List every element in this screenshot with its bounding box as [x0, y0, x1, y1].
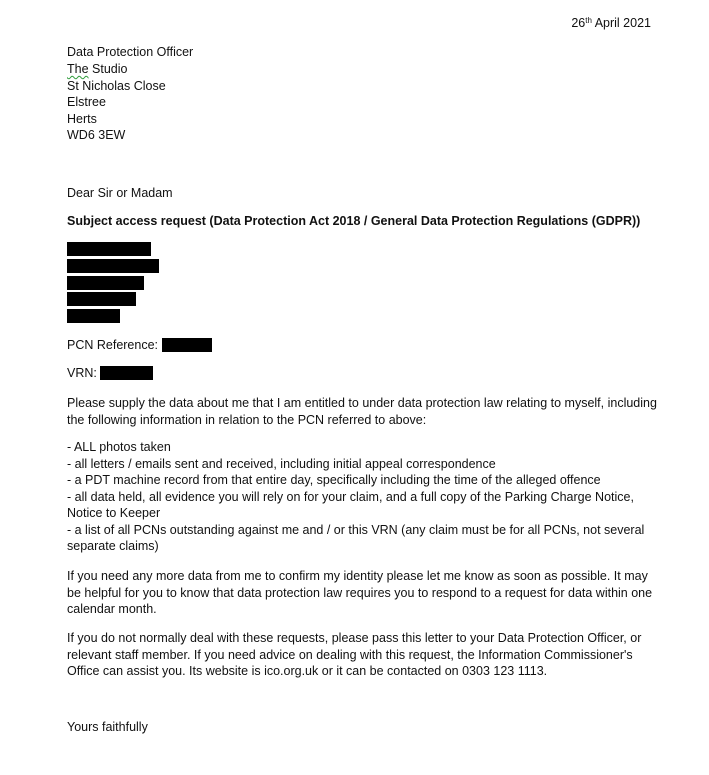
- address-line-1: Data Protection Officer: [67, 45, 194, 59]
- address-line-5: Herts: [67, 112, 97, 126]
- redacted-block: [67, 292, 136, 306]
- address-line-2-rest: Studio: [88, 62, 128, 76]
- redacted-block: [67, 309, 120, 323]
- list-item: - a PDT machine record from that entire day, specifically including the time of the alleged offence: [67, 473, 601, 487]
- redacted-block: [100, 366, 153, 380]
- pcn-reference-label: PCN Reference:: [67, 338, 159, 352]
- date-month-year: April 2021: [591, 16, 651, 30]
- list-item: - ALL photos taken: [67, 440, 171, 454]
- letter-date: [571, 15, 651, 31]
- redacted-block: [67, 259, 159, 273]
- list-item: - all letters / emails sent and received, including initial appeal correspondence: [67, 456, 496, 471]
- date-ordinal: th: [585, 16, 592, 25]
- intro-paragraph: Please supply the data about me that I am entitled to under data protection law relating to myself, including the following information in relation to the PCN referred to above:: [67, 396, 657, 427]
- subject-heading: Subject access request (Data Protection Act 2018 / General Data Protection Regulations (GDPR)): [67, 214, 641, 228]
- requested-items-list: [67, 439, 657, 555]
- vrn-label: VRN:: [67, 366, 97, 380]
- pcn-reference-line: [67, 337, 212, 353]
- advice-paragraph: If you do not normally deal with these requests, please pass this letter to your Data Protection Officer, or relevant staff member. If you need advice on dealing with this request, the Information Commissioner's Office can assist you. Its website is ico.org.uk or it can be contacted on 0303 123 1113.: [67, 631, 642, 678]
- redacted-block: [67, 242, 151, 256]
- address-line-6: WD6 3EW: [67, 128, 126, 142]
- address-line-3: St Nicholas Close: [67, 79, 166, 93]
- redacted-block: [67, 276, 144, 290]
- salutation: Dear Sir or Madam: [67, 186, 173, 200]
- date-day: 26: [571, 16, 586, 30]
- list-item: - a list of all PCNs outstanding against me and / or this VRN (any claim must be for all PCNs, not several separate claims): [67, 522, 645, 553]
- address-line-4: Elstree: [67, 95, 106, 109]
- identity-paragraph: If you need any more data from me to confirm my identity please let me know as soon as possible. It may be helpful for you to know that data protection law requires you to respond to a request for data within one calendar month.: [67, 569, 653, 616]
- address-line-2: [67, 61, 127, 77]
- signoff: Yours faithfully: [67, 720, 148, 734]
- spellcheck-underlined-word: The: [67, 62, 89, 76]
- vrn-line: [67, 365, 153, 381]
- list-item: - all data held, all evidence you will rely on for your claim, and a full copy of the Parking Charge Notice, Notice to Keeper: [67, 489, 634, 520]
- redacted-block: [162, 338, 212, 352]
